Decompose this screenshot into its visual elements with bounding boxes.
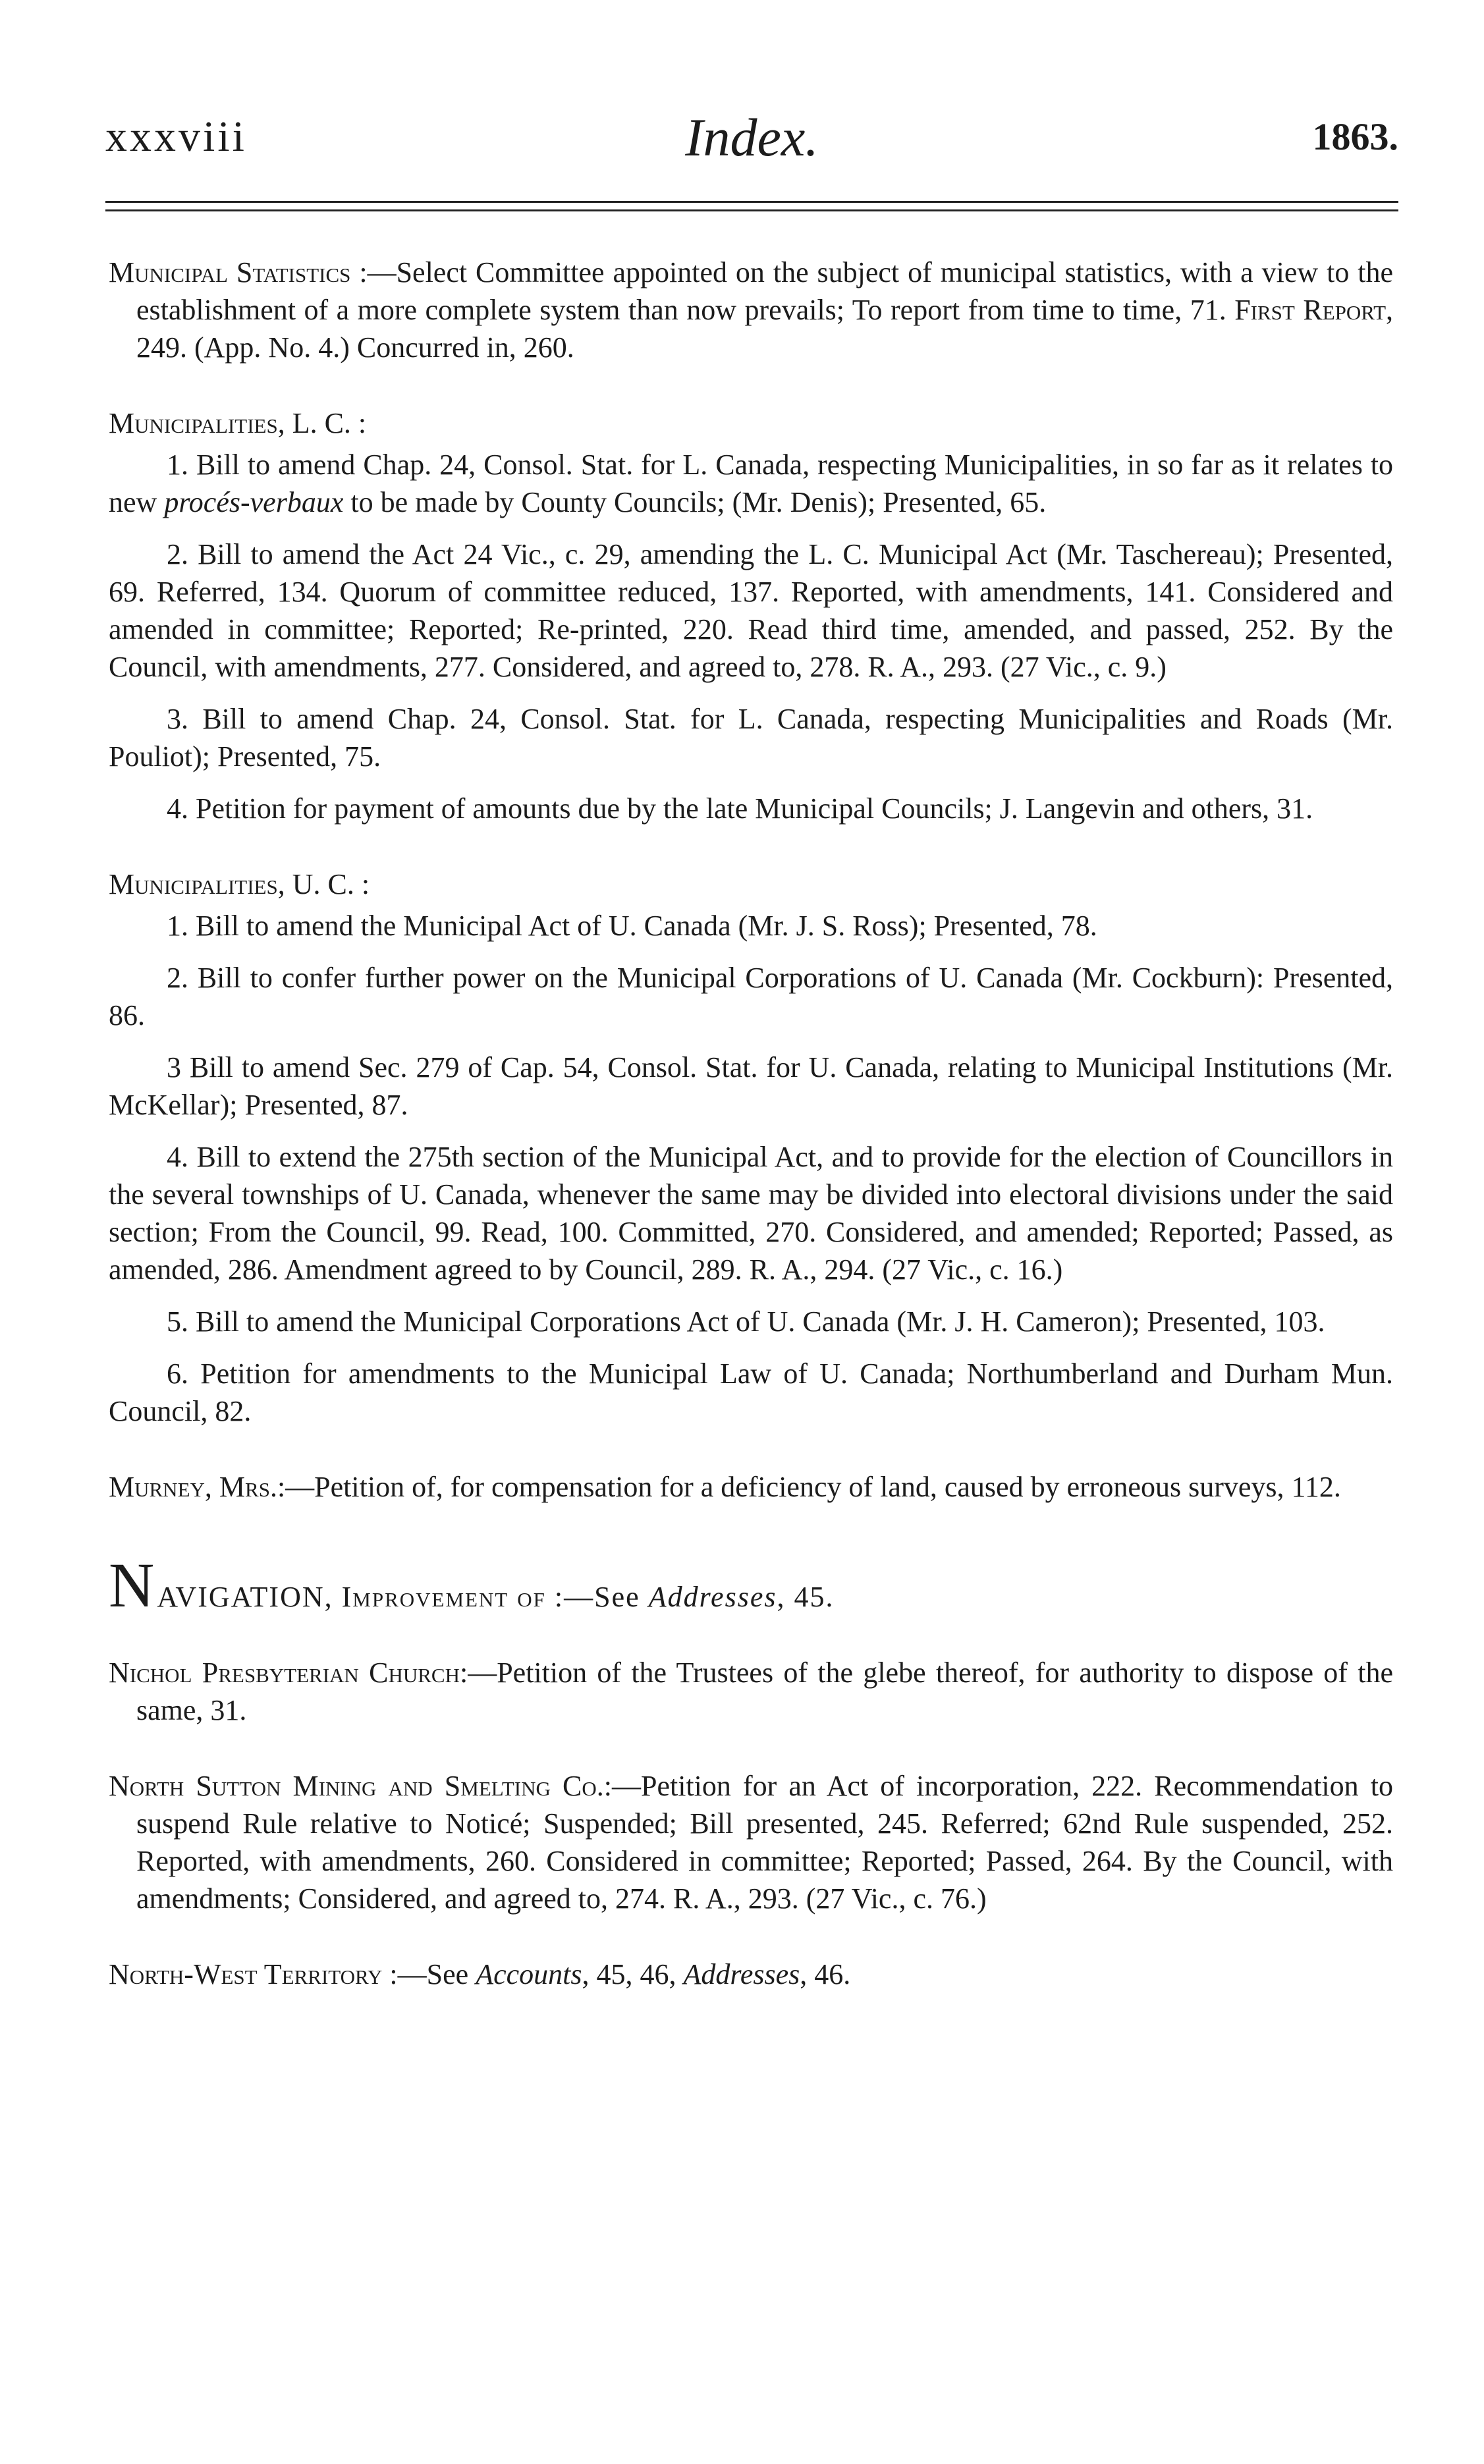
page-ref: , 45. — [777, 1581, 835, 1613]
entry-municipalities-uc — [109, 865, 1393, 1430]
entry-text: :—Petition of, for compensation for a deficiency of land, caused by erroneous surveys, 112. — [277, 1471, 1341, 1503]
entry-heading: Municipalities, L. C. : — [109, 407, 367, 439]
entry-murney — [109, 1468, 1393, 1506]
cross-reference: Addresses — [683, 1958, 800, 1990]
cross-reference: Accounts — [476, 1958, 582, 1990]
list-item: 4. Petition for payment of amounts due by the late Municipal Councils; J. Langevin and others, 31. — [167, 792, 1313, 825]
page-year: 1863. — [1312, 115, 1398, 158]
header-rule-bottom — [105, 209, 1398, 211]
entry-text: :—Petition for an Act of incorporation, 222. Recommendation to suspend Rule relative to Noticé; Suspended; Bill presented, 245. Referred; 62nd Rule suspended, 252. Reported, with amendments, 260. Considered in committee; Reported; Passed, 264. By the Council, with amendments; Considered, and agreed to, 274. R. A., 293. (27 Vic., c. 76.) — [136, 1770, 1393, 1915]
entry-heading: Nichol Presbyterian Church — [109, 1656, 460, 1689]
page-ref: , 46. — [800, 1958, 851, 1990]
first-report-label: First Report — [1234, 294, 1387, 326]
page-title: Index. — [685, 107, 819, 167]
entry-heading: North-West Territory — [109, 1958, 383, 1990]
header-rule-top — [105, 201, 1398, 203]
entry-navigation — [109, 1550, 1393, 1620]
entry-municipalities-lc — [109, 404, 1393, 827]
list-item: 1. Bill to amend Chap. 24, Consol. Stat. for L. Canada, respecting Municipalities, in so far as it relates to new procés-verbaux to be made by County Councils; (Mr. Denis); Presented, 65. — [109, 449, 1393, 518]
list-item: 3. Bill to amend Chap. 24, Consol. Stat. for L. Canada, respecting Municipalities and Roads (Mr. Pouliot); Presented, 75. — [109, 703, 1393, 773]
entry-heading: Murney, Mrs. — [109, 1471, 277, 1503]
list-item: 5. Bill to amend the Municipal Corporations Act of U. Canada (Mr. J. H. Cameron); Presented, 103. — [167, 1305, 1325, 1338]
index-content — [109, 254, 1393, 2031]
entry-heading: Municipal Statistics — [109, 256, 351, 288]
list-item: 2. Bill to confer further power on the Municipal Corporations of U. Canada (Mr. Cockburn): Presented, 86. — [109, 962, 1393, 1031]
list-item: 3 Bill to amend Sec. 279 of Cap. 54, Consol. Stat. for U. Canada, relating to Municipal Institutions (Mr. McKellar); Presented, 87. — [109, 1051, 1393, 1121]
list-item: 1. Bill to amend the Municipal Act of U. Canada (Mr. J. S. Ross); Presented, 78. — [167, 910, 1097, 942]
list-item: 6. Petition for amendments to the Municipal Law of U. Canada; Northumberland and Durham Mun. Council, 82. — [109, 1357, 1393, 1427]
entry-heading: AVIGATION, — [157, 1581, 333, 1613]
list-item: 2. Bill to amend the Act 24 Vic., c. 29, amending the L. C. Municipal Act (Mr. Taschereau); Presented, 69. Referred, 134. Quorum of committee reduced, 137. Reported, with amendments, 141. Considered and amended in committee; Reported; Re-printed, 220. Read third time, amended, and passed, 252. By the Council, with amendments, 277. Considered, and agreed to, 278. R. A., 293. (27 Vic., c. 9.) — [109, 538, 1393, 683]
page-number: xxxviii — [105, 113, 248, 161]
entry-text-tail: , 249. (App. No. 4.) Concurred in, 260. — [136, 294, 1394, 364]
cross-reference: Addresses — [648, 1581, 777, 1613]
section-letter: N — [109, 1550, 156, 1620]
see-label: :—See — [554, 1581, 640, 1613]
entry-municipal-statistics — [109, 254, 1393, 366]
entry-text: :—Select Committee appointed on the subject of municipal statistics, with a view to the establishment of a more complete system than now prevails; To report from time to time, 71. — [136, 256, 1394, 326]
entry-north-sutton — [109, 1767, 1393, 1917]
page-header — [105, 99, 1398, 184]
entry-north-west-territory — [109, 1956, 1393, 1993]
entry-nichol — [109, 1654, 1393, 1729]
entry-text: :—Petition of the Trustees of the glebe thereof, for authority to dispose of the same, 31. — [136, 1656, 1393, 1726]
list-item: 4. Bill to extend the 275th section of the Municipal Act, and to provide for the election of Councillors in the several townships of U. Canada, whenever the same may be divided into electoral divisions under the said section; From the Council, 99. Read, 100. Committed, 270. Considered, and amended; Reported; Passed, as amended, 286. Amendment agreed to by Council, 289. R. A., 294. (27 Vic., c. 16.) — [109, 1141, 1393, 1286]
entry-subheading: Improvement of — [341, 1581, 546, 1613]
see-label: :—See — [389, 1958, 469, 1990]
entry-heading: Municipalities, U. C. : — [109, 868, 370, 900]
page-ref: , 45, 46, — [582, 1958, 676, 1990]
entry-heading: North Sutton Mining and Smelting Co. — [109, 1770, 604, 1802]
